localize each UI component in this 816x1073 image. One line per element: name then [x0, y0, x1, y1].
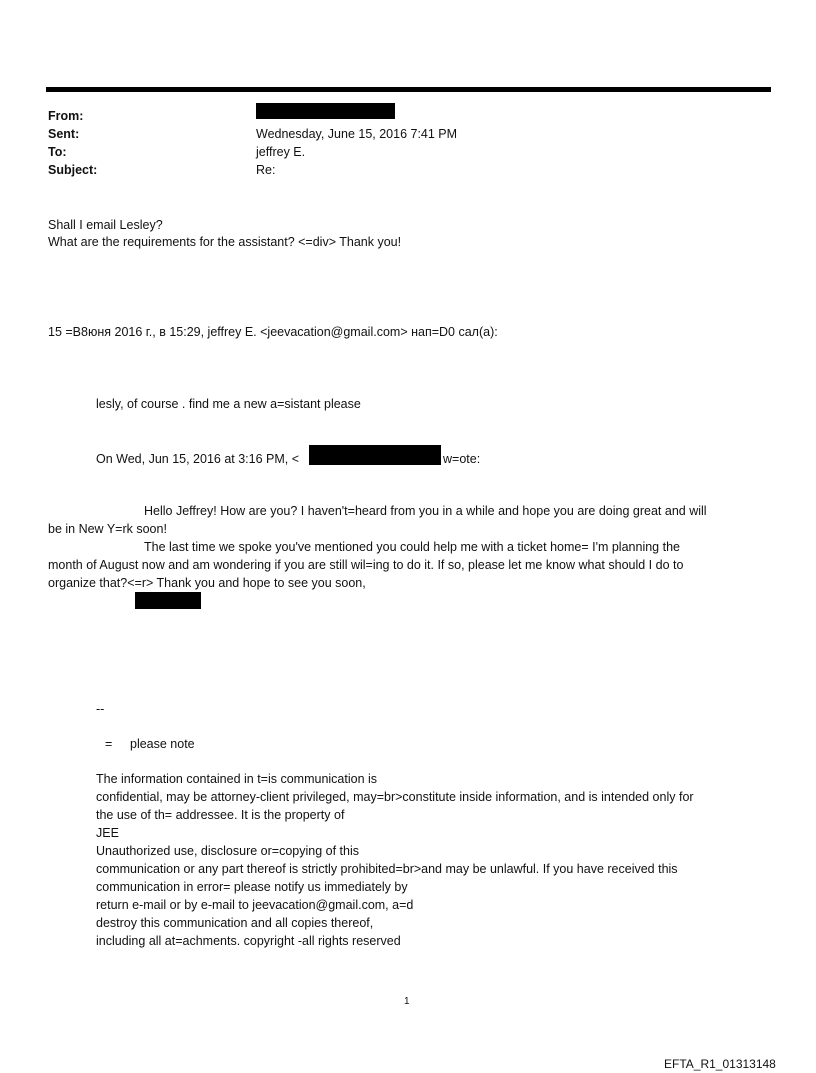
disclaimer-line: The information contained in t=is communication is	[96, 772, 378, 786]
header-rule	[46, 87, 771, 92]
reply-line: lesly, of course . find me a new a=sistant please	[96, 397, 361, 411]
para1-line-b: be in New Y=rk soon!	[48, 522, 167, 536]
signature-dashes: --	[96, 702, 105, 716]
from-redaction	[256, 103, 395, 119]
body-line-1: Shall I email Lesley?	[48, 218, 163, 232]
disclaimer-line: the use of th= addressee. It is the property of	[96, 808, 345, 822]
para2-line-a: The last time we spoke you've mentioned you could help me with a ticket home= I'm planning the	[144, 540, 680, 554]
quote2-pre: On Wed, Jun 15, 2016 at 3:16 PM, <	[96, 452, 300, 466]
disclaimer-line: JEE	[96, 826, 119, 840]
please-note: please note	[130, 737, 195, 751]
note-equals: =	[105, 737, 113, 751]
sent-label: Sent:	[48, 127, 80, 141]
document-id: EFTA_R1_01313148	[664, 1057, 776, 1071]
page-number: 1	[404, 996, 410, 1007]
body-line-2: What are the requirements for the assistant? <=div> Thank you!	[48, 235, 402, 249]
to-value: jeffrey E.	[256, 145, 306, 159]
sender-redaction	[309, 445, 441, 465]
quote-intro: 15 =B8юня 2016 г., в 15:29, jeffrey E. <jeevacation@gmail.com> нап=D0 сал(а):	[48, 325, 498, 339]
disclaimer-line: Unauthorized use, disclosure or=copying of this	[96, 844, 359, 858]
disclaimer-line: destroy this communication and all copies thereof,	[96, 916, 374, 930]
disclaimer-line: including all at=achments. copyright -all rights reserved	[96, 934, 401, 948]
para2-line-b: month of August now and am wondering if you are still wil=ing to do it. If so, please let me know what should I do to	[48, 558, 684, 572]
para1-line-a: Hello Jeffrey! How are you? I haven't=heard from you in a while and hope you are doing great and will	[144, 504, 707, 518]
subject-value: Re:	[256, 163, 276, 177]
para2-line-c: organize that?<=r> Thank you and hope to see you soon,	[48, 576, 366, 590]
disclaimer-line: confidential, may be attorney-client privileged, may=br>constitute inside information, and is intended only for	[96, 790, 694, 804]
to-label: To:	[48, 145, 67, 159]
disclaimer-line: communication or any part thereof is strictly prohibited=br>and may be unlawful. If you have received this	[96, 862, 678, 876]
from-label: From:	[48, 109, 84, 123]
signature-redaction	[135, 592, 201, 609]
disclaimer-line: return e-mail or by e-mail to jeevacation@gmail.com, a=d	[96, 898, 414, 912]
sent-value: Wednesday, June 15, 2016 7:41 PM	[256, 127, 458, 141]
subject-label: Subject:	[48, 163, 98, 177]
quote2-post: w=ote:	[443, 452, 481, 466]
disclaimer-line: communication in error= please notify us immediately by	[96, 880, 408, 894]
